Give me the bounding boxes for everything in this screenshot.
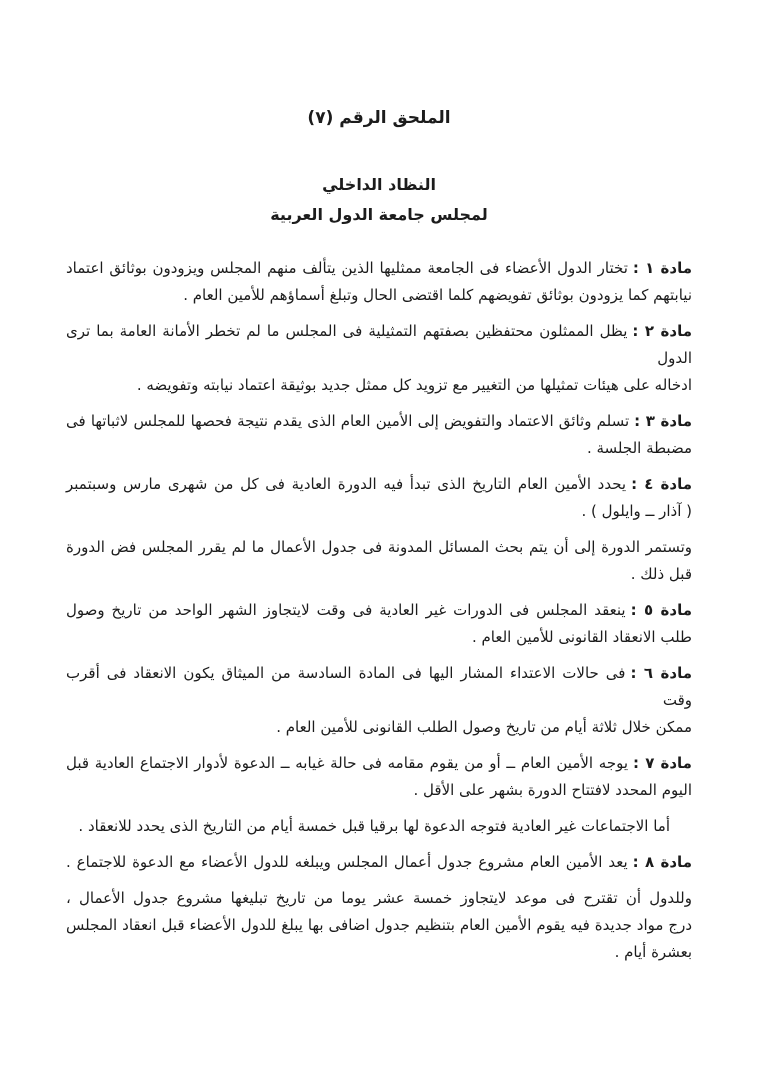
article-6-label: مادة ٦ : [630,664,692,682]
article-6 [66,660,692,741]
article-8-text: يعد الأمين العام مشروع جدول أعمال المجلس ويبلغه للدول الأعضاء مع الدعوة للاجتماع . [66,853,628,871]
article-4-continuation [66,534,692,588]
document-body [66,255,692,975]
article-7-continuation [66,813,692,840]
article-7-text: يوجه الأمين العام ــ أو من يقوم مقامه فى حالة غيابه ــ الدعوة لأدوار الاجتماع العادية قبل [66,754,629,772]
doc-title-line2: لمجلس جامعة الدول العربية [270,205,488,224]
article-4 [66,471,692,525]
article-4-line-1 [66,471,692,498]
article-8 [66,849,692,876]
article-7b-line-1: أما الاجتماعات غير العادية فتوجه الدعوة لها برقيا قبل خمسة أيام من التاريخ الذى يحدد للانعقاد . [78,817,670,835]
article-7 [66,750,692,804]
article-8b-line-1: وللدول أن تقترح فى موعد لايتجاوز خمسة عشر يوما من تاريخ تبليغها مشروع جدول الأعمال ، [66,889,692,907]
article-1-line-1 [66,255,692,282]
article-4b-line-2: قبل ذلك . [630,565,692,583]
article-2-line-2: ادخاله على هيئات تمثيلها من التغيير مع تزويد كل ممثل جديد بوثيقة اعتماد نيابته وتفويضه . [136,376,692,394]
article-1 [66,255,692,309]
article-8b-line-2: درج مواد جديدة فيه يقوم الأمين العام بتنظيم جدول اضافى بها يبلغ للدول الأعضاء قبل انعقاد المجلس [66,916,692,934]
article-3 [66,408,692,462]
article-7-line-2: اليوم المحدد لافتتاح الدورة بشهر على الأقل . [413,781,692,799]
article-5-text: ينعقد المجلس فى الدورات غير العادية فى وقت لايتجاوز الشهر الواحد من تاريخ وصول [66,601,626,619]
article-2-text: يظل الممثلون محتفظين بصفتهم التمثيلية فى المجلس ما لم تخطر الأمانة العامة بما ترى الدول [66,322,692,367]
appendix-title: الملحق الرقم (٧) [307,108,451,128]
article-5-label: مادة ٥ : [630,601,692,619]
article-5 [66,597,692,651]
article-3-line-1 [66,408,692,435]
article-1-line-2: نيابتهم كما يزودون بوثائق تفويضهم كلما اقتضى الحال وتبلغ أسماؤهم للأمين العام . [183,286,692,304]
article-2-label: مادة ٢ : [632,322,692,340]
article-1-text: تختار الدول الأعضاء فى الجامعة ممثليها الذين يتألف منهم المجلس ويزودون بوثائق اعتماد [66,259,628,277]
document-heading [0,170,758,230]
article-7-label: مادة ٧ : [633,754,692,772]
article-4-line-2: ( آذار ــ وايلول ) . [581,502,692,520]
article-8-continuation [66,885,692,966]
article-7-line-1 [66,750,692,777]
doc-title-line1: النظاد الداخلي [322,175,436,194]
article-4-text: يحدد الأمين العام التاريخ الذى تبدأ فيه الدورة العادية فى كل من شهرى مارس وسبتمبر [66,475,627,493]
article-4-label: مادة ٤ : [631,475,692,493]
article-5-line-2: طلب الانعقاد القانونى للأمين العام . [471,628,692,646]
article-4b-line-1: وتستمر الدورة إلى أن يتم بحث المسائل المدونة فى جدول الأعمال ما لم يقرر المجلس فض الدورة [66,538,692,556]
article-2 [66,318,692,399]
article-8b-line-3: بعشرة أيام . [614,943,692,961]
article-6-text: فى حالات الاعتداء المشار اليها فى المادة السادسة من الميثاق يكون الانعقاد فى أقرب وقت [66,664,692,709]
article-2-line-1 [66,318,692,372]
article-3-text: تسلم وثائق الاعتماد والتفويض إلى الأمين العام الذى يقدم نتيجة فحصها للمجلس لاثباتها فى [66,412,630,430]
article-8-label: مادة ٨ : [632,853,692,871]
article-5-line-1 [66,597,692,624]
article-3-label: مادة ٣ : [634,412,692,430]
article-3-line-2: مضبطة الجلسة . [586,439,692,457]
article-6-line-1 [66,660,692,714]
article-6-line-2: ممكن خلال ثلاثة أيام من تاريخ وصول الطلب القانونى للأمين العام . [276,718,692,736]
article-1-label: مادة ١ : [632,259,692,277]
article-8-line-1 [66,849,692,876]
